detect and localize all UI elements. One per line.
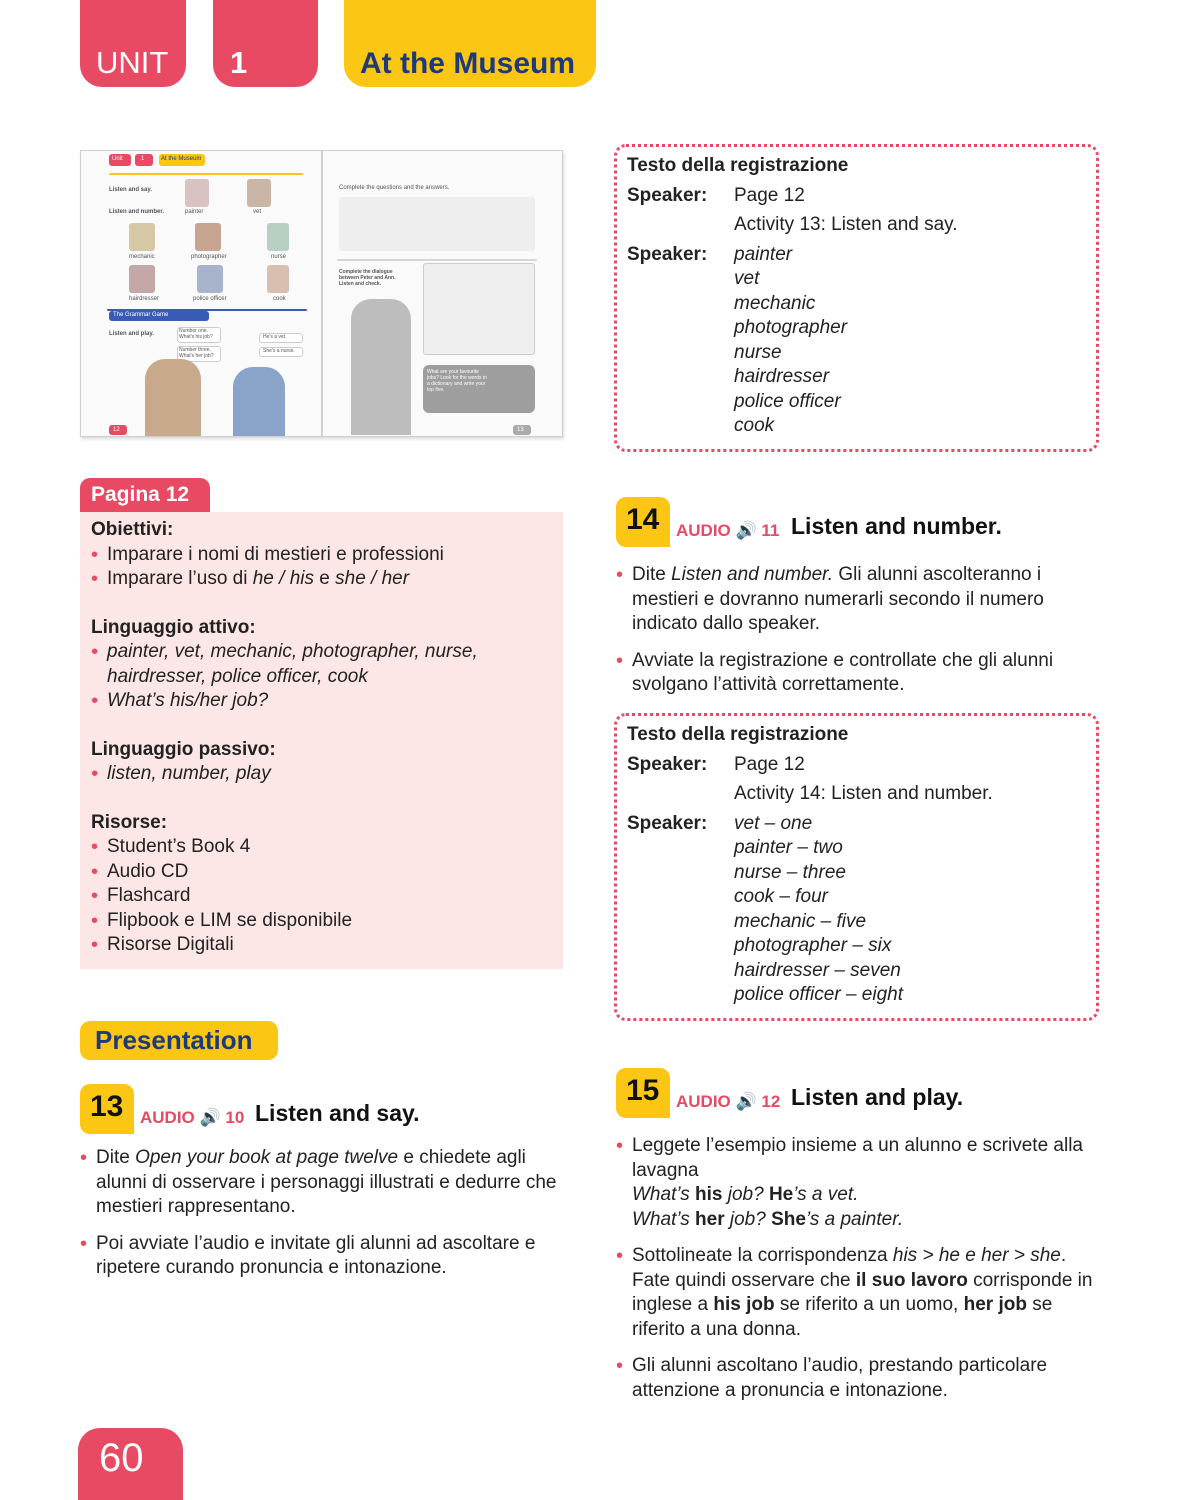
thumb-spine bbox=[321, 151, 323, 436]
thumb-photo-kids bbox=[351, 299, 411, 435]
pagina-box bbox=[80, 512, 563, 969]
unit-number-tab bbox=[213, 0, 318, 87]
risorse-item-5: • Risorse Digitali bbox=[91, 933, 552, 958]
transcript-1-word-6: hairdresser bbox=[734, 366, 830, 387]
activity-15-number: 15 bbox=[616, 1068, 670, 1118]
thumb-fav: What are your favourite jobs? Look for the words in a dictionary and write your top five. bbox=[427, 369, 487, 393]
activity-14-audio: AUDIO 🔊 11 bbox=[676, 521, 780, 540]
a15-ex2-e: ’s a painter. bbox=[805, 1208, 904, 1230]
a15-ex2-b: her bbox=[695, 1208, 725, 1230]
transcript-1-speaker-1: Speaker: bbox=[627, 184, 708, 206]
transcript-2-word-7: hairdresser – seven bbox=[734, 959, 901, 981]
transcript-2-row-2 bbox=[627, 812, 1086, 1008]
thumb-figure-mechanic bbox=[129, 223, 155, 251]
obiettivi-title: Obiettivi: bbox=[91, 519, 174, 540]
a15-b2-a: Sottolineate la corrispondenza bbox=[632, 1245, 893, 1266]
activity-15-bullet-2 bbox=[616, 1244, 1098, 1342]
a15-ex2-c: job? bbox=[724, 1208, 772, 1230]
risorse-title: Risorse: bbox=[91, 811, 168, 833]
transcript-2-speaker-1: Speaker: bbox=[627, 753, 708, 775]
transcript-1-word-5: nurse bbox=[734, 341, 782, 363]
transcript-2-line-2: Activity 14: Listen and number. bbox=[734, 783, 993, 804]
thumb-photo-boy bbox=[233, 367, 285, 437]
thumb-figure-cook bbox=[267, 265, 289, 293]
a15-ex2-d: She bbox=[771, 1208, 806, 1230]
thumb-act16-exercise bbox=[339, 197, 535, 251]
transcript-2-row-1 bbox=[627, 753, 1086, 807]
thumb-job-8: cook bbox=[273, 296, 286, 302]
unit-label-tab bbox=[80, 0, 186, 87]
thumb-num: 1 bbox=[141, 156, 145, 162]
a14-b1-it: Listen and number. bbox=[671, 564, 834, 585]
transcript-1-words bbox=[734, 243, 1086, 439]
a13-b1-post: e chiedete agli alunni di osservare i personaggi illustrati e dedurre che mestieri rappresentano. bbox=[96, 1147, 557, 1217]
transcript-2-word-1: vet – one bbox=[734, 812, 813, 834]
thumb-title: At the Museum bbox=[161, 156, 202, 162]
transcript-1-speaker-2: Speaker: bbox=[627, 243, 708, 265]
transcript-1-row-1 bbox=[627, 184, 1086, 238]
activity-13-number: 13 bbox=[80, 1084, 134, 1134]
transcript-2-header bbox=[734, 753, 1086, 807]
attivo-item-2: • What’s his/her job? bbox=[91, 689, 552, 714]
thumb-bubble-3: He's a vet. bbox=[263, 334, 287, 340]
activity-14-heading bbox=[616, 497, 1096, 547]
passivo-item-1: • listen, number, play bbox=[91, 762, 552, 787]
a15-b2-c: . Fate quindi osservare che bbox=[632, 1245, 1067, 1291]
activity-15-bullet-3: • Gli alunni ascoltano l’audio, prestando particolare attenzione a pronuncia e intonazione. bbox=[616, 1354, 1098, 1403]
thumb-figure-nurse bbox=[267, 223, 289, 251]
thumb-figure-painter bbox=[185, 179, 209, 207]
a15-b2-i: se riferito a una donna. bbox=[632, 1294, 1053, 1340]
thumb-job-2: vet bbox=[253, 209, 262, 215]
thumb-bubble-4: She's a nurse. bbox=[263, 348, 295, 354]
thumb-act17: Complete the dialogue between Peter and Ann. Listen and check. bbox=[339, 269, 396, 287]
risorse-item-2: • Audio CD bbox=[91, 860, 552, 885]
thumb-act15: Listen and play. bbox=[109, 331, 154, 337]
a14-b1-post: Gli alunni ascolteranno i mestieri e dovranno numerarli secondo il numero indicato dallo speaker. bbox=[632, 564, 1044, 634]
transcript-2-word-4: cook – four bbox=[734, 886, 828, 907]
a15-ex1-c: job? bbox=[722, 1184, 769, 1205]
transcript-1-word-2: vet bbox=[734, 268, 760, 289]
thumb-figure-vet bbox=[247, 179, 271, 207]
thumb-unit: Unit bbox=[112, 156, 123, 162]
transcript-1-word-3: mechanic bbox=[734, 292, 816, 314]
transcript-2-words bbox=[734, 812, 1086, 1008]
transcript-2-word-3: nurse – three bbox=[734, 861, 846, 883]
obiettivi-2-pre: Imparare l’uso di bbox=[107, 568, 253, 589]
activity-15-bullet-1 bbox=[616, 1134, 1098, 1232]
activity-13-audio: AUDIO 🔊 10 bbox=[140, 1108, 245, 1127]
activity-15-heading bbox=[616, 1068, 1096, 1118]
transcript-2-line-1: Page 12 bbox=[734, 753, 805, 775]
thumb-bubble-2: Number three. What's her job? bbox=[179, 347, 214, 359]
transcript-box-2 bbox=[614, 713, 1099, 1021]
thumb-photo-girl bbox=[145, 359, 201, 437]
transcript-1-word-8: cook bbox=[734, 415, 775, 436]
a15-b2-e: corrisponde in inglese a bbox=[632, 1269, 1093, 1315]
activity-15-audio: AUDIO 🔊 12 bbox=[676, 1092, 781, 1111]
a15-ex1-b: his bbox=[695, 1184, 723, 1205]
activity-13-heading bbox=[80, 1084, 560, 1134]
transcript-2-word-2: painter – two bbox=[734, 837, 843, 858]
unit-label: UNIT bbox=[96, 45, 169, 80]
transcript-box-1 bbox=[614, 144, 1099, 452]
attivo-item-1: • painter, vet, mechanic, photographer, nurse, hairdresser, police officer, cook bbox=[91, 640, 552, 689]
thumb-page-left: 12 bbox=[113, 427, 120, 433]
thumb-rule bbox=[109, 173, 303, 175]
obiettivi-2-mid: e bbox=[314, 568, 336, 589]
thumb-job-5: nurse bbox=[271, 254, 287, 260]
unit-number: 1 bbox=[230, 45, 248, 80]
passivo-title: Linguaggio passivo: bbox=[91, 738, 276, 760]
transcript-1-word-1: painter bbox=[734, 243, 793, 265]
obiettivi-item-1: • Imparare i nomi di mestieri e professioni bbox=[91, 543, 552, 568]
thumb-act16: Complete the questions and the answers. bbox=[339, 185, 450, 191]
transcript-1-line-2: Activity 13: Listen and say. bbox=[734, 214, 958, 235]
a13-b1-pre: Dite bbox=[96, 1147, 136, 1168]
transcript-2-title: Testo della registrazione bbox=[627, 724, 849, 745]
a15-ex1-a: What’s bbox=[632, 1184, 696, 1205]
a15-b2-g: se riferito a un uomo, bbox=[774, 1294, 964, 1315]
transcript-1-line-1: Page 12 bbox=[734, 184, 805, 206]
a15-ex1-e: ’s a vet. bbox=[793, 1184, 859, 1205]
presentation-label: Presentation bbox=[80, 1021, 278, 1060]
thumb-page-right: 13 bbox=[517, 427, 524, 433]
thumb-job-1: painter bbox=[185, 209, 204, 215]
thumb-right-rule bbox=[337, 259, 537, 261]
obiettivi-2-he-his: he / his bbox=[252, 568, 314, 589]
transcript-2-word-6: photographer – six bbox=[734, 935, 892, 956]
thumb-act13: Listen and say. bbox=[109, 187, 152, 193]
a14-b1-pre: Dite bbox=[632, 564, 672, 585]
a15-example-2 bbox=[632, 1208, 1098, 1233]
transcript-1-row-2 bbox=[627, 243, 1086, 439]
page-number: 60 bbox=[78, 1428, 183, 1500]
thumb-figure-photographer bbox=[195, 223, 221, 251]
activity-14-text bbox=[616, 563, 1098, 710]
thumb-job-3: mechanic bbox=[129, 254, 155, 260]
activity-14-bullet-1 bbox=[616, 563, 1098, 637]
transcript-2-word-8: police officer – eight bbox=[734, 984, 903, 1005]
thumb-job-6: hairdresser bbox=[129, 296, 160, 302]
thumb-bubble-1: Number one. What's his job? bbox=[179, 328, 213, 340]
thumb-job-4: photographer bbox=[191, 254, 227, 260]
thumb-act14: Listen and number. bbox=[109, 209, 165, 215]
thumb-job-7: police officer bbox=[193, 296, 227, 302]
transcript-1-title: Testo della registrazione bbox=[627, 155, 849, 176]
thumb-figure-police bbox=[197, 265, 223, 293]
risorse-item-4: • Flipbook e LIM se disponibile bbox=[91, 909, 552, 934]
activity-14-bullet-2: • Avviate la registrazione e controllate che gli alunni svolgano l’attività correttamente. bbox=[616, 649, 1098, 698]
a15-ex2-a: What’s bbox=[632, 1208, 696, 1230]
activity-14-title: Listen and number. bbox=[791, 513, 1002, 539]
a15-ex1-d: He bbox=[768, 1184, 794, 1205]
unit-title: At the Museum bbox=[360, 47, 576, 80]
pagina-tab: Pagina 12 bbox=[80, 478, 210, 512]
activity-14-number: 14 bbox=[616, 497, 670, 547]
a15-b2-d: il suo lavoro bbox=[855, 1269, 968, 1291]
a15-example-1 bbox=[632, 1183, 1098, 1208]
a13-b1-it: Open your book at page twelve bbox=[135, 1147, 399, 1168]
transcript-2-speaker-2: Speaker: bbox=[627, 812, 708, 834]
activity-13-bullet-2: • Poi avviate l’audio e invitate gli alunni ad ascoltare e ripetere curando pronuncia e intonazione. bbox=[80, 1232, 560, 1281]
activity-15-title: Listen and play. bbox=[791, 1084, 964, 1110]
attivo-title: Linguaggio attivo: bbox=[91, 616, 256, 638]
a15-b2-h: her job bbox=[963, 1294, 1027, 1315]
risorse-item-1: • Student’s Book 4 bbox=[91, 835, 552, 860]
activity-13-title: Listen and say. bbox=[255, 1100, 420, 1126]
obiettivi-item-2 bbox=[91, 567, 552, 592]
activity-13-text bbox=[80, 1146, 560, 1293]
transcript-2-word-5: mechanic – five bbox=[734, 910, 867, 932]
activity-13-bullet-1 bbox=[80, 1146, 560, 1220]
thumb-grammar: The Grammar Game bbox=[113, 312, 169, 318]
a15-b2-f: his job bbox=[713, 1294, 775, 1315]
risorse-item-3: • Flashcard bbox=[91, 884, 552, 909]
a15-b2-b: his > he e her > she bbox=[892, 1245, 1061, 1266]
transcript-1-word-4: photographer bbox=[734, 317, 848, 338]
transcript-1-header bbox=[734, 184, 1086, 238]
thumb-figure-hairdresser bbox=[129, 265, 155, 293]
activity-15-text bbox=[616, 1134, 1098, 1415]
obiettivi-2-she-her: she / her bbox=[335, 568, 410, 589]
student-book-thumbnail bbox=[80, 150, 563, 437]
thumb-dialogue-box bbox=[423, 263, 535, 355]
unit-title-tab bbox=[344, 0, 596, 87]
a15-b1: • Leggete l’esempio insieme a un alunno e scrivete alla lavagna bbox=[632, 1135, 1083, 1181]
transcript-1-word-7: police officer bbox=[734, 390, 841, 412]
